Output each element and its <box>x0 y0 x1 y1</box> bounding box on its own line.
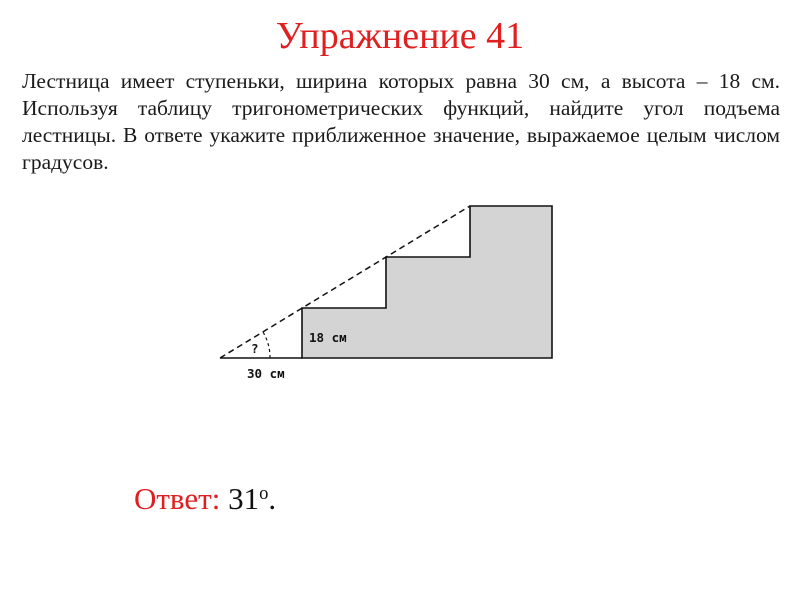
step-height-label: 18 см <box>309 330 347 345</box>
step-width-label: 30 см <box>247 366 285 381</box>
answer-period: . <box>268 481 277 517</box>
problem-text: Лестница имеет ступеньки, ширина которых равна 30 см, а высота – 18 см. Используя таблицу тригонометрических функций, найдите угол подъема лестницы. В ответе укажите приближенное значение, выражаемое целым числом градусов. <box>22 69 780 174</box>
answer-value: 31 <box>228 481 260 517</box>
answer-label: Ответ: <box>134 481 221 517</box>
exercise-title: Упражнение 41 <box>275 15 525 57</box>
answer-line <box>134 474 276 519</box>
angle-label: ? <box>251 341 259 356</box>
angle-arc <box>263 332 270 358</box>
degree-mark: o <box>259 483 269 504</box>
